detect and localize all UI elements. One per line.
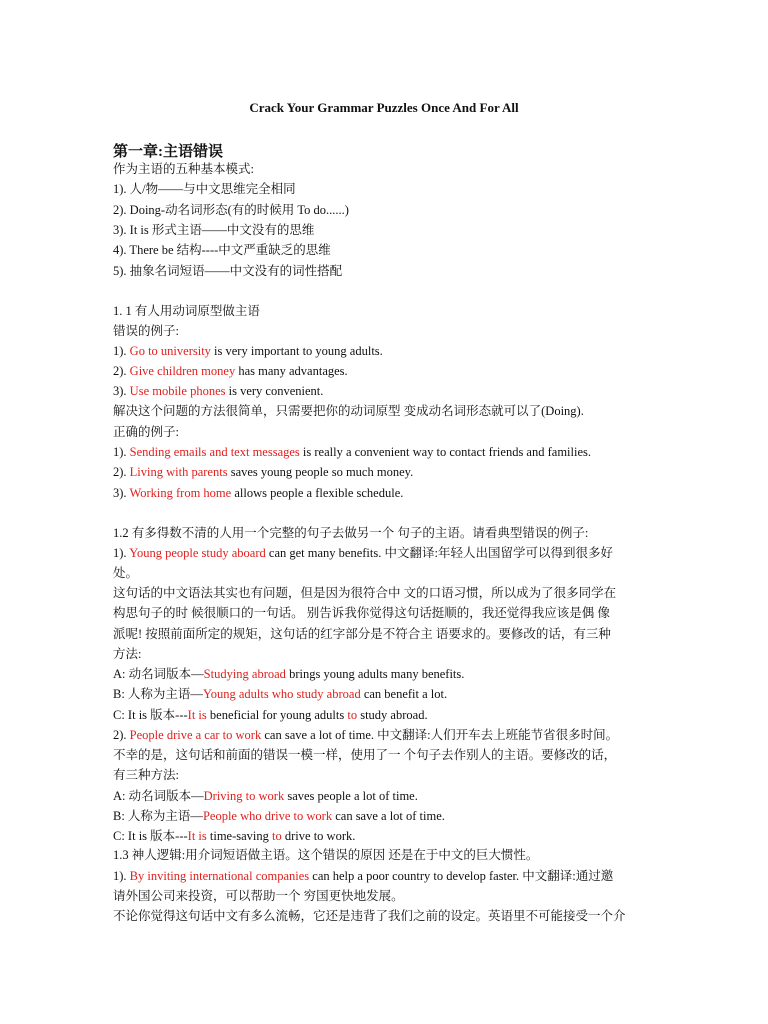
fix-explanation: 解决这个问题的方法很简单，只需要把你的动词原型 变成动名词形态就可以了(Doing). [113, 404, 584, 418]
pattern-item: 2). Doing-动名词形态(有的时候用 To do......) [113, 203, 349, 217]
option-prefix: C: It is 版本--- [113, 829, 188, 843]
example-rest: is very important to young adults. [210, 344, 383, 358]
fix-option-b [113, 685, 447, 703]
paragraph-line: 方法: [113, 647, 142, 661]
example-number: 1). [113, 344, 130, 358]
example-rest: is very convenient. [225, 384, 324, 398]
highlighted-subject: People who drive to work [202, 809, 333, 823]
wrong-example [113, 362, 348, 380]
pattern-item: 3). It is 形式主语——中文没有的思维 [113, 223, 315, 237]
option-middle: time-saving [206, 829, 273, 843]
example-rest: can help a poor country to develop faster. 中文翻译:通过邀 [309, 869, 614, 883]
label-right-examples: 正确的例子: [113, 425, 179, 439]
continuation-line: 请外国公司来投资，可以帮助一个 穷国更快地发展。 [113, 889, 404, 903]
paragraph-line: 这句话的中文语法其实也有问题，但是因为很符合中 文的口语习惯，所以成为了很多同学在 [113, 586, 617, 600]
fix-option-a [113, 665, 464, 683]
wrong-example [113, 382, 323, 400]
highlighted-subject: Young adults who study abroad [202, 687, 361, 701]
example-rest: allows people a flexible schedule. [231, 486, 404, 500]
section-heading: 1.3 神人逻辑:用介词短语做主语。这个错误的原因 还是在于中文的巨大惯性。 [113, 848, 539, 862]
highlighted-subject: Studying abroad [203, 667, 286, 681]
example-sentence [113, 867, 613, 885]
section-heading: 1.2 有多得数不清的人用一个完整的句子去做另一个 句子的主语。请看典型错误的例子: [113, 526, 589, 540]
highlighted-subject: Sending emails and text messages [129, 445, 300, 459]
paragraph-line: 构思句子的时 候很顺口的一句话。 别告诉我你觉得这句话挺顺的，我还觉得我应该是偶 像 [113, 606, 610, 620]
fix-option-c [113, 706, 428, 724]
highlighted-subject: It is [187, 708, 207, 722]
highlighted-subject: Give children money [129, 364, 236, 378]
highlighted-subject: It is [187, 829, 207, 843]
example-rest: can save a lot of time. 中文翻译:人们开车去上班能节省很多时间。 [261, 728, 619, 742]
paragraph-line: 不幸的是，这句话和前面的错误一模一样，使用了一 个句子去作别人的主语。要修改的话， [113, 748, 617, 762]
right-example [113, 463, 413, 481]
highlighted-subject: People drive a car to work [129, 728, 262, 742]
highlighted-subject: Living with parents [129, 465, 228, 479]
example-number: 1). [113, 546, 130, 560]
wrong-example [113, 342, 383, 360]
example-sentence [113, 544, 613, 562]
paragraph-line: 不论你觉得这句话中文有多么流畅，它还是违背了我们之前的设定。英语里不可能接受一个介 [113, 909, 626, 923]
pattern-item: 1). 人/物——与中文思维完全相同 [113, 182, 296, 196]
option-prefix: A: 动名词版本— [113, 789, 204, 803]
label-wrong-examples: 错误的例子: [113, 324, 179, 338]
option-rest: study abroad. [357, 708, 428, 722]
option-rest: can save a lot of time. [332, 809, 445, 823]
right-example [113, 443, 591, 461]
fix-option-c [113, 827, 355, 845]
pattern-item: 5). 抽象名词短语——中文没有的词性搭配 [113, 264, 343, 278]
option-rest: saves people a lot of time. [284, 789, 418, 803]
intro-line: 作为主语的五种基本模式: [113, 162, 254, 176]
highlighted-subject: Young people study aboard [129, 546, 266, 560]
highlighted-to: to [347, 708, 358, 722]
option-prefix: A: 动名词版本— [113, 667, 204, 681]
example-number: 1). [113, 445, 130, 459]
example-rest: saves young people so much money. [227, 465, 414, 479]
highlighted-subject: By inviting international companies [129, 869, 310, 883]
highlighted-subject: Driving to work [203, 789, 285, 803]
continuation-line: 处。 [113, 566, 139, 580]
example-number: 2). [113, 465, 130, 479]
example-number: 2). [113, 728, 130, 742]
section-heading: 1. 1 有人用动词原型做主语 [113, 304, 260, 318]
fix-option-a [113, 787, 418, 805]
highlighted-to: to [272, 829, 282, 843]
document-title: Crack Your Grammar Puzzles Once And For All [249, 100, 519, 115]
example-sentence [113, 726, 618, 744]
option-rest: drive to work. [281, 829, 356, 843]
option-rest: can benefit a lot. [360, 687, 448, 701]
highlighted-subject: Go to university [129, 344, 211, 358]
example-rest: has many advantages. [235, 364, 348, 378]
option-middle: beneficial for young adults [206, 708, 348, 722]
example-number: 3). [113, 486, 130, 500]
pattern-item: 4). There be 结构----中文严重缺乏的思维 [113, 243, 331, 257]
example-rest: is really a convenient way to contact friends and families. [299, 445, 591, 459]
option-rest: brings young adults many benefits. [285, 667, 465, 681]
example-number: 3). [113, 384, 130, 398]
highlighted-subject: Working from home [129, 486, 232, 500]
example-number: 2). [113, 364, 130, 378]
option-prefix: C: It is 版本--- [113, 708, 188, 722]
chapter-heading: 第一章:主语错误 [113, 144, 223, 160]
right-example [113, 484, 403, 502]
example-number: 1). [113, 869, 130, 883]
fix-option-b [113, 807, 445, 825]
paragraph-line: 有三种方法: [113, 768, 179, 782]
paragraph-line: 派呢! 按照前面所定的规矩，这句话的红字部分是不符合主 语要求的。要修改的话，有三种 [113, 627, 611, 641]
highlighted-subject: Use mobile phones [129, 384, 226, 398]
example-rest: can get many benefits. 中文翻译:年轻人出国留学可以得到很多好 [265, 546, 613, 560]
option-prefix: B: 人称为主语— [113, 809, 203, 823]
option-prefix: B: 人称为主语— [113, 687, 203, 701]
